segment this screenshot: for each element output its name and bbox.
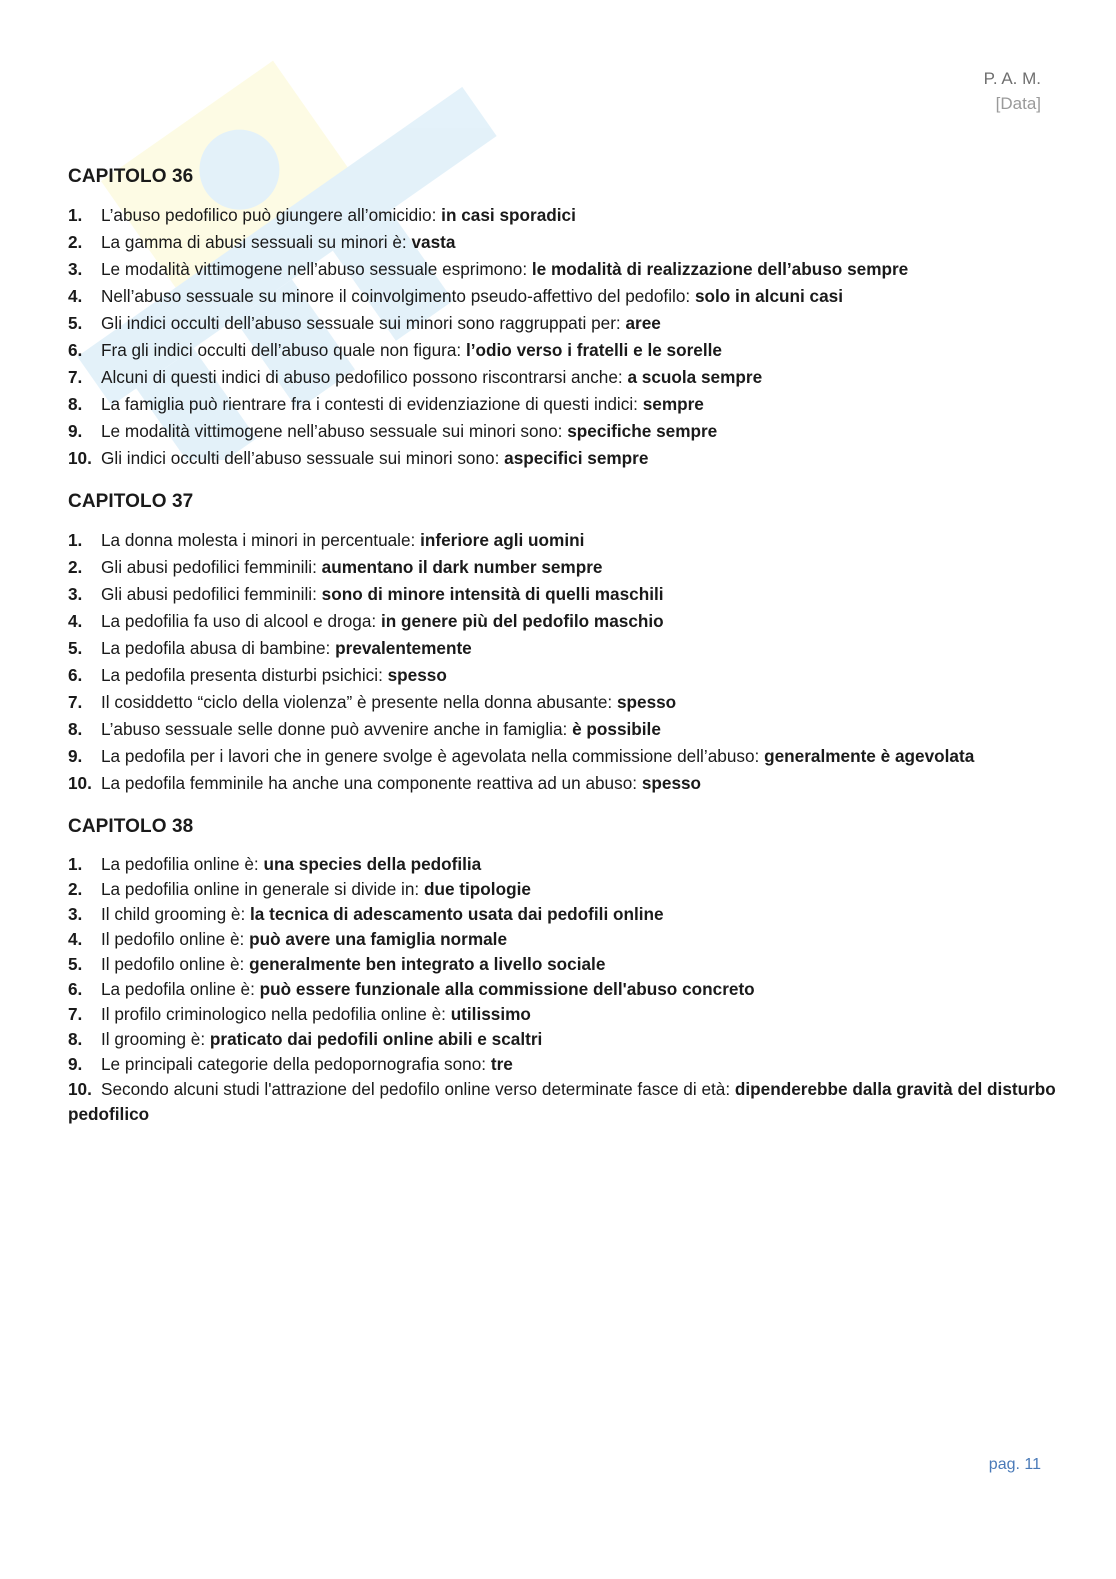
item-question: La famiglia può rientrare fra i contesti di evidenziazione di questi indici: sempre <box>101 394 704 414</box>
item-number: 8. <box>68 719 83 739</box>
list-item <box>68 1052 1058 1077</box>
item-answer: è possibile <box>572 719 661 739</box>
item-question: Il pedofilo online è: generalmente ben integrato a livello sociale <box>101 954 606 974</box>
list-item <box>68 877 1058 902</box>
item-question: La pedofila presenta disturbi psichici: spesso <box>101 665 447 685</box>
item-answer: spesso <box>616 692 677 712</box>
item-question: Fra gli indici occulti dell’abuso quale non figura: l’odio verso i fratelli e le sorelle <box>101 340 722 360</box>
item-question: Il profilo criminologico nella pedofilia online è: utilissimo <box>101 1004 531 1024</box>
list-item <box>68 445 1058 472</box>
list-item <box>68 743 1058 770</box>
page-number: pag. 11 <box>988 1456 1041 1473</box>
item-answer: praticato dai pedofili online abili e scaltri <box>209 1029 543 1049</box>
item-number: 5. <box>68 638 83 658</box>
item-number: 1. <box>68 205 83 225</box>
list-item <box>68 689 1058 716</box>
item-answer: prevalentemente <box>335 638 472 658</box>
item-answer: sempre <box>642 394 704 414</box>
item-answer: in casi sporadici <box>441 205 576 225</box>
item-answer: inferiore agli uomini <box>420 530 585 550</box>
item-number: 10. <box>68 1079 92 1099</box>
item-question: Le modalità vittimogene nell’abuso sessuale esprimono: le modalità di realizzazione dell’abuso sempre <box>101 259 909 279</box>
item-question: Le modalità vittimogene nell’abuso sessuale sui minori sono: specifiche sempre <box>101 421 718 441</box>
item-number: 10. <box>68 773 92 793</box>
item-question: La pedofilia online è: una species della pedofilia <box>101 854 482 874</box>
item-answer: specifiche sempre <box>567 421 718 441</box>
list-item <box>68 852 1058 877</box>
item-answer: in genere più del pedofilo maschio <box>380 611 664 631</box>
item-number: 6. <box>68 665 83 685</box>
chapter-38 <box>68 810 1058 1127</box>
list-item <box>68 310 1058 337</box>
list-item <box>68 554 1058 581</box>
list-item <box>68 418 1058 445</box>
item-number: 4. <box>68 611 83 631</box>
item-answer: vasta <box>411 232 456 252</box>
list-item <box>68 581 1058 608</box>
item-question: Il pedofilo online è: può avere una famiglia normale <box>101 929 507 949</box>
item-question: La gamma di abusi sessuali su minori è: vasta <box>101 232 456 252</box>
item-number: 3. <box>68 904 83 924</box>
item-answer: aspecifici sempre <box>504 448 649 468</box>
author-initials: P. A. M. <box>983 69 1041 88</box>
item-question: La pedofilia fa uso di alcool e droga: in genere più del pedofilo maschio <box>101 611 664 631</box>
item-question: Nell’abuso sessuale su minore il coinvolgimento pseudo-affettivo del pedofilo: solo in alcuni casi <box>101 286 844 306</box>
item-question: Le principali categorie della pedopornografia sono: tre <box>101 1054 513 1074</box>
item-answer: l’odio verso i fratelli e le sorelle <box>465 340 722 360</box>
item-answer: può essere funzionale alla commissione dell'abuso concreto <box>259 979 755 999</box>
list-item <box>68 927 1058 952</box>
list-item <box>68 391 1058 418</box>
item-question: Il grooming è: praticato dai pedofili online abili e scaltri <box>101 1029 543 1049</box>
page-header <box>984 66 1041 116</box>
item-answer: spesso <box>641 773 702 793</box>
item-number: 4. <box>68 929 83 949</box>
list-item <box>68 635 1058 662</box>
item-number: 8. <box>68 394 83 414</box>
list-item <box>68 1027 1058 1052</box>
question-list <box>68 527 1058 797</box>
chapter-title: CAPITOLO 38 <box>68 816 194 837</box>
item-answer: può avere una famiglia normale <box>249 929 507 949</box>
item-number: 9. <box>68 1054 83 1074</box>
item-number: 1. <box>68 854 83 874</box>
quiz-content <box>68 160 1058 1127</box>
item-question: Gli indici occulti dell’abuso sessuale sui minori sono: aspecifici sempre <box>101 448 649 468</box>
question-list <box>68 852 1058 1127</box>
list-item <box>68 202 1058 229</box>
list-item <box>68 902 1058 927</box>
list-item <box>68 716 1058 743</box>
item-answer: generalmente ben integrato a livello sociale <box>249 954 606 974</box>
item-question: L’abuso sessuale selle donne può avvenire anche in famiglia: è possibile <box>101 719 661 739</box>
item-number: 2. <box>68 879 83 899</box>
item-question: Il child grooming è: la tecnica di adescamento usata dai pedofili online <box>101 904 664 924</box>
item-answer: due tipologie <box>423 879 531 899</box>
item-answer: aree <box>625 313 661 333</box>
item-question: Gli indici occulti dell’abuso sessuale sui minori sono raggruppati per: aree <box>101 313 661 333</box>
list-item <box>68 283 1058 310</box>
chapter-title: CAPITOLO 36 <box>68 166 194 187</box>
chapter-37 <box>68 485 1058 797</box>
list-item <box>68 1002 1058 1027</box>
item-number: 10. <box>68 448 92 468</box>
list-item <box>68 608 1058 635</box>
item-question: La donna molesta i minori in percentuale: inferiore agli uomini <box>101 530 585 550</box>
item-question: Secondo alcuni studi l'attrazione del pedofilo online verso determinate fasce di età: dipenderebbe dalla gravità del disturbo pedofilico <box>68 1079 1056 1124</box>
item-number: 7. <box>68 692 83 712</box>
chapter-36 <box>68 160 1058 472</box>
item-answer: la tecnica di adescamento usata dai pedofili online <box>250 904 664 924</box>
item-answer: spesso <box>387 665 447 685</box>
item-question: La pedofila per i lavori che in genere svolge è agevolata nella commissione dell’abuso: generalmente è agevolata <box>101 746 975 766</box>
item-number: 6. <box>68 340 83 360</box>
item-number: 9. <box>68 421 83 441</box>
item-number: 2. <box>68 232 83 252</box>
item-answer: utilissimo <box>450 1004 531 1024</box>
item-number: 1. <box>68 530 83 550</box>
item-answer: generalmente è agevolata <box>764 746 975 766</box>
item-question: L’abuso pedofilico può giungere all’omicidio: in casi sporadici <box>101 205 576 225</box>
item-number: 6. <box>68 979 83 999</box>
list-item <box>68 952 1058 977</box>
item-question: Gli abusi pedofilici femminili: aumentano il dark number sempre <box>101 557 603 577</box>
list-item <box>68 256 1058 283</box>
item-question: Il cosiddetto “ciclo della violenza” è presente nella donna abusante: spesso <box>101 692 677 712</box>
item-question: Gli abusi pedofilici femminili: sono di minore intensità di quelli maschili <box>101 584 664 604</box>
item-answer: solo in alcuni casi <box>694 286 844 306</box>
question-list <box>68 202 1058 472</box>
item-number: 7. <box>68 1004 83 1024</box>
item-number: 5. <box>68 954 83 974</box>
item-number: 7. <box>68 367 83 387</box>
item-question: La pedofila online è: può essere funzionale alla commissione dell'abuso concreto <box>101 979 755 999</box>
item-question: La pedofila abusa di bambine: prevalentemente <box>101 638 472 658</box>
list-item <box>68 977 1058 1002</box>
list-item <box>68 662 1058 689</box>
list-item <box>68 364 1058 391</box>
list-item <box>68 770 1058 797</box>
item-answer: sono di minore intensità di quelli maschili <box>321 584 664 604</box>
list-item <box>68 337 1058 364</box>
item-answer: una species della pedofilia <box>263 854 482 874</box>
item-question: Alcuni di questi indici di abuso pedofilico possono riscontrarsi anche: a scuola sempre <box>101 367 763 387</box>
item-answer: tre <box>490 1054 513 1074</box>
item-number: 2. <box>68 557 83 577</box>
list-item <box>68 229 1058 256</box>
date-placeholder: [Data] <box>995 94 1041 113</box>
item-answer: aumentano il dark number sempre <box>321 557 603 577</box>
item-question: La pedofilia online in generale si divide in: due tipologie <box>101 879 531 899</box>
item-number: 8. <box>68 1029 83 1049</box>
item-answer: dipenderebbe dalla gravità del disturbo pedofilico <box>68 1079 1056 1124</box>
list-item <box>68 527 1058 554</box>
item-number: 3. <box>68 584 83 604</box>
item-number: 4. <box>68 286 83 306</box>
item-number: 3. <box>68 259 83 279</box>
item-number: 5. <box>68 313 83 333</box>
item-question: La pedofila femminile ha anche una componente reattiva ad un abuso: spesso <box>101 773 702 793</box>
item-number: 9. <box>68 746 83 766</box>
chapter-title: CAPITOLO 37 <box>68 491 194 512</box>
item-answer: le modalità di realizzazione dell’abuso sempre <box>531 259 909 279</box>
item-answer: a scuola sempre <box>627 367 763 387</box>
list-item <box>68 1077 1058 1127</box>
